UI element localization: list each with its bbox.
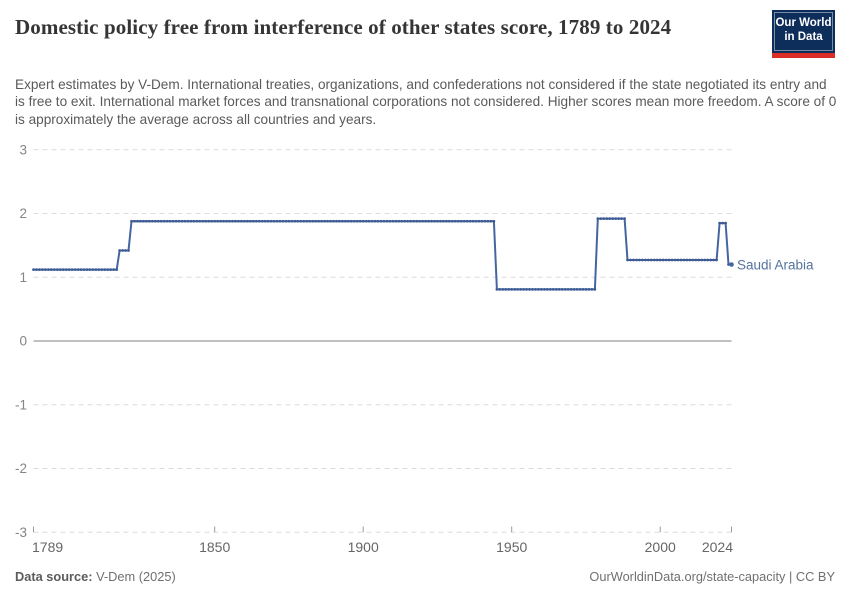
data-point-dot: [406, 220, 409, 223]
data-point-dot: [323, 220, 326, 223]
data-point-dot: [448, 220, 451, 223]
data-point-dot: [629, 259, 632, 262]
series-line-saudi-arabia[interactable]: [34, 219, 732, 290]
data-point-dot: [703, 259, 706, 262]
data-point-dot: [418, 220, 421, 223]
data-point-dot: [540, 288, 543, 291]
data-point-dot: [647, 259, 650, 262]
data-point-dot: [543, 288, 546, 291]
data-point-dot: [288, 220, 291, 223]
data-point-dot: [124, 249, 127, 252]
data-point-dot: [317, 220, 320, 223]
data-point-dot: [487, 220, 490, 223]
data-point-dot: [457, 220, 460, 223]
data-point-dot: [605, 217, 608, 220]
data-point-dot: [591, 288, 594, 291]
data-point-dot: [178, 220, 181, 223]
data-point-dot: [510, 288, 513, 291]
data-point-dot: [299, 220, 302, 223]
data-point-dot: [397, 220, 400, 223]
data-point-dot: [267, 220, 270, 223]
data-point-dot: [59, 268, 62, 271]
data-point-dot: [668, 259, 671, 262]
y-axis-tick-label: 2: [19, 206, 27, 221]
data-point-dot: [567, 288, 570, 291]
data-point-dot: [454, 220, 457, 223]
data-point-dot: [353, 220, 356, 223]
data-point-dot: [291, 220, 294, 223]
x-axis-tick-label: 1850: [199, 539, 231, 555]
data-point-dot: [270, 220, 273, 223]
data-point-dot: [635, 259, 638, 262]
data-point-dot: [380, 220, 383, 223]
data-point-dot: [187, 220, 190, 223]
data-point-dot: [77, 268, 80, 271]
data-point-dot: [68, 268, 71, 271]
data-point-dot: [632, 259, 635, 262]
data-point-dot: [451, 220, 454, 223]
data-point-dot: [148, 220, 151, 223]
data-point-dot: [338, 220, 341, 223]
data-point-dot: [421, 220, 424, 223]
data-point-dot: [374, 220, 377, 223]
data-point-dot: [362, 220, 365, 223]
data-point-dot: [314, 220, 317, 223]
data-point-dot: [377, 220, 380, 223]
data-point-dot: [261, 220, 264, 223]
data-point-dot: [626, 259, 629, 262]
data-point-dot: [528, 288, 531, 291]
data-point-dot: [136, 220, 139, 223]
data-point-dot: [80, 268, 83, 271]
data-point-dot: [204, 220, 207, 223]
data-point-dot: [154, 220, 157, 223]
data-point-dot: [166, 220, 169, 223]
data-point-dot: [341, 220, 344, 223]
data-point-dot: [617, 217, 620, 220]
data-point-dot: [644, 259, 647, 262]
data-point-dot: [507, 288, 510, 291]
y-axis-tick-label: -2: [14, 461, 27, 476]
data-point-dot: [74, 268, 77, 271]
y-axis-tick-label: -3: [14, 524, 27, 540]
data-point-dot: [493, 220, 496, 223]
data-point-dot: [151, 220, 154, 223]
chart-subtitle: Expert estimates by V-Dem. International treaties, organizations, and confederations not considered if the state negotiated its entry and is free to exit. International market forces and transnational corporations not considered. Higher scores mean more freedom. A score of 0 is approximately the average across all countries and years.: [15, 77, 837, 127]
data-point-dot: [409, 220, 412, 223]
data-point-dot: [285, 220, 288, 223]
data-point-dot: [249, 220, 252, 223]
data-point-dot: [549, 288, 552, 291]
data-point-dot: [594, 288, 597, 291]
x-axis-tick-label: 1950: [496, 539, 528, 555]
data-point-dot: [332, 220, 335, 223]
data-point-dot: [573, 288, 576, 291]
data-source-value: V-Dem (2025): [96, 569, 176, 584]
data-point-dot: [656, 259, 659, 262]
entity-label[interactable]: Saudi Arabia: [737, 257, 814, 273]
data-point-dot: [92, 268, 95, 271]
data-point-dot: [371, 220, 374, 223]
data-point-dot: [112, 268, 115, 271]
data-point-dot: [671, 259, 674, 262]
data-point-dot: [47, 268, 50, 271]
data-point-dot: [427, 220, 430, 223]
data-point-dot: [216, 220, 219, 223]
data-point-dot: [599, 217, 602, 220]
data-point-dot: [561, 288, 564, 291]
data-point-dot: [412, 220, 415, 223]
data-point-dot: [472, 220, 475, 223]
data-point-dot: [308, 220, 311, 223]
data-point-dot: [234, 220, 237, 223]
data-point-dot: [469, 220, 472, 223]
x-axis-tick-label: 1789: [32, 539, 64, 555]
data-point-dot: [222, 220, 225, 223]
data-point-dot: [531, 288, 534, 291]
data-point-dot: [662, 259, 665, 262]
data-point-dot: [35, 268, 38, 271]
data-point-dot: [243, 220, 246, 223]
credit-link[interactable]: OurWorldinData.org/state-capacity | CC BY: [589, 569, 835, 584]
data-point-dot: [439, 220, 442, 223]
data-point-dot: [558, 288, 561, 291]
x-axis-tick-label: 1900: [347, 539, 379, 555]
data-point-dot: [579, 288, 582, 291]
data-point-dot: [484, 220, 487, 223]
data-point-dot: [712, 259, 715, 262]
data-point-dot: [252, 220, 255, 223]
series-end-marker: [729, 262, 734, 267]
line-chart[interactable]: [0, 140, 850, 570]
data-point-dot: [602, 217, 605, 220]
data-point-dot: [365, 220, 368, 223]
data-point-dot: [294, 220, 297, 223]
data-point-dot: [41, 268, 44, 271]
data-point-dot: [225, 220, 228, 223]
data-point-dot: [207, 220, 210, 223]
data-point-dot: [650, 259, 653, 262]
data-point-dot: [383, 220, 386, 223]
data-point-dot: [608, 217, 611, 220]
data-point-dot: [305, 220, 308, 223]
data-point-dot: [32, 268, 35, 271]
data-point-dot: [296, 220, 299, 223]
data-point-dot: [695, 259, 698, 262]
data-point-dot: [240, 220, 243, 223]
data-point-dot: [475, 220, 478, 223]
data-point-dot: [184, 220, 187, 223]
owid-logo-line2: in Data: [784, 30, 823, 43]
data-point-dot: [320, 220, 323, 223]
data-point-dot: [228, 220, 231, 223]
data-point-dot: [163, 220, 166, 223]
data-source-label: Data source:: [15, 569, 93, 584]
data-point-dot: [623, 217, 626, 220]
data-point-dot: [344, 220, 347, 223]
data-point-dot: [513, 288, 516, 291]
data-point-dot: [71, 268, 74, 271]
data-point-dot: [718, 222, 721, 225]
data-point-dot: [302, 220, 305, 223]
data-point-dot: [172, 220, 175, 223]
data-point-dot: [53, 268, 56, 271]
data-point-dot: [463, 220, 466, 223]
data-point-dot: [433, 220, 436, 223]
data-point-dot: [481, 220, 484, 223]
data-point-dot: [496, 288, 499, 291]
data-point-dot: [697, 259, 700, 262]
data-point-dot: [392, 220, 395, 223]
data-point-dot: [198, 220, 201, 223]
data-point-dot: [386, 220, 389, 223]
data-point-dot: [118, 249, 121, 252]
data-point-dot: [231, 220, 234, 223]
data-point-dot: [395, 220, 398, 223]
data-point-dot: [546, 288, 549, 291]
data-point-dot: [190, 220, 193, 223]
data-point-dot: [490, 220, 493, 223]
data-point-dot: [659, 259, 662, 262]
data-point-dot: [335, 220, 338, 223]
data-point-dot: [501, 288, 504, 291]
data-point-dot: [653, 259, 656, 262]
data-point-dot: [400, 220, 403, 223]
data-point-dot: [620, 217, 623, 220]
data-point-dot: [142, 220, 145, 223]
data-point-dot: [614, 217, 617, 220]
owid-logo-frame: [774, 12, 833, 51]
data-point-dot: [665, 259, 668, 262]
data-point-dot: [424, 220, 427, 223]
data-point-dot: [201, 220, 204, 223]
x-axis-tick-label: 2024: [701, 539, 733, 555]
data-point-dot: [237, 220, 240, 223]
y-axis-tick-label: 0: [19, 333, 27, 349]
y-axis-tick-label: 3: [19, 142, 27, 158]
data-point-dot: [89, 268, 92, 271]
data-point-dot: [403, 220, 406, 223]
data-point-dot: [721, 222, 724, 225]
data-point-dot: [83, 268, 86, 271]
data-point-dot: [588, 288, 591, 291]
data-point-dot: [680, 259, 683, 262]
data-point-dot: [368, 220, 371, 223]
data-point-dot: [415, 220, 418, 223]
data-point-dot: [350, 220, 353, 223]
data-point-dot: [582, 288, 585, 291]
data-point-dot: [219, 220, 222, 223]
data-point-dot: [273, 220, 276, 223]
data-point-dot: [311, 220, 314, 223]
data-point-dot: [516, 288, 519, 291]
data-point-dot: [255, 220, 258, 223]
data-point-dot: [210, 220, 213, 223]
data-point-dot: [65, 268, 68, 271]
data-point-dot: [160, 220, 163, 223]
data-point-dot: [430, 220, 433, 223]
data-point-dot: [519, 288, 522, 291]
data-point-dot: [596, 217, 599, 220]
data-point-dot: [279, 220, 282, 223]
data-point-dot: [193, 220, 196, 223]
data-point-dot: [175, 220, 178, 223]
data-point-dot: [460, 220, 463, 223]
data-point-dot: [127, 249, 130, 252]
data-point-dot: [115, 268, 118, 271]
data-point-dot: [677, 259, 680, 262]
data-point-dot: [504, 288, 507, 291]
data-point-dot: [100, 268, 103, 271]
data-point-dot: [498, 288, 501, 291]
data-point-dot: [97, 268, 100, 271]
chart-footer: [15, 569, 835, 584]
data-point-dot: [356, 220, 359, 223]
data-point-dot: [674, 259, 677, 262]
data-point-dot: [709, 259, 712, 262]
data-point-dot: [445, 220, 448, 223]
data-point-dot: [169, 220, 172, 223]
data-point-dot: [326, 220, 329, 223]
page-title: Domestic policy free from interference of other states score, 1789 to 2024: [15, 15, 672, 39]
data-point-dot: [689, 259, 692, 262]
data-point-dot: [157, 220, 160, 223]
data-point-dot: [44, 268, 47, 271]
data-point-dot: [611, 217, 614, 220]
data-point-dot: [522, 288, 525, 291]
data-point-dot: [683, 259, 686, 262]
data-point-dot: [196, 220, 199, 223]
data-point-dot: [466, 220, 469, 223]
data-point-dot: [692, 259, 695, 262]
data-point-dot: [700, 259, 703, 262]
data-point-dot: [638, 259, 641, 262]
x-axis-tick-label: 2000: [644, 539, 676, 555]
y-axis-tick-label: 1: [19, 269, 27, 285]
data-point-dot: [525, 288, 528, 291]
data-point-dot: [686, 259, 689, 262]
owid-logo[interactable]: [772, 10, 835, 58]
data-point-dot: [145, 220, 148, 223]
data-point-dot: [95, 268, 98, 271]
data-point-dot: [537, 288, 540, 291]
data-point-dot: [264, 220, 267, 223]
data-point-dot: [276, 220, 279, 223]
data-point-dot: [181, 220, 184, 223]
data-point-dot: [478, 220, 481, 223]
data-point-dot: [706, 259, 709, 262]
data-point-dot: [130, 220, 133, 223]
data-point-dot: [576, 288, 579, 291]
data-point-dot: [106, 268, 109, 271]
data-point-dot: [103, 268, 106, 271]
data-point-dot: [641, 259, 644, 262]
data-point-dot: [139, 220, 142, 223]
y-axis-tick-label: -1: [14, 397, 27, 413]
data-point-dot: [724, 222, 727, 225]
data-point-dot: [552, 288, 555, 291]
data-point-dot: [715, 259, 718, 262]
data-point-dot: [213, 220, 216, 223]
data-point-dot: [359, 220, 362, 223]
data-point-dot: [50, 268, 53, 271]
data-point-dot: [56, 268, 59, 271]
data-point-dot: [564, 288, 567, 291]
data-point-dot: [38, 268, 41, 271]
data-point-dot: [347, 220, 350, 223]
data-point-dot: [436, 220, 439, 223]
data-point-dot: [86, 268, 89, 271]
data-point-dot: [329, 220, 332, 223]
data-point-dot: [534, 288, 537, 291]
data-point-dot: [121, 249, 124, 252]
data-point-dot: [109, 268, 112, 271]
data-point-dot: [570, 288, 573, 291]
owid-logo-line1: Our World: [775, 17, 832, 29]
data-point-dot: [258, 220, 261, 223]
data-point-dot: [62, 268, 65, 271]
data-point-dot: [442, 220, 445, 223]
data-point-dot: [555, 288, 558, 291]
data-point-dot: [133, 220, 136, 223]
data-point-dot: [246, 220, 249, 223]
data-point-dot: [585, 288, 588, 291]
data-point-dot: [389, 220, 392, 223]
data-point-dot: [282, 220, 285, 223]
data-source: [15, 569, 176, 584]
